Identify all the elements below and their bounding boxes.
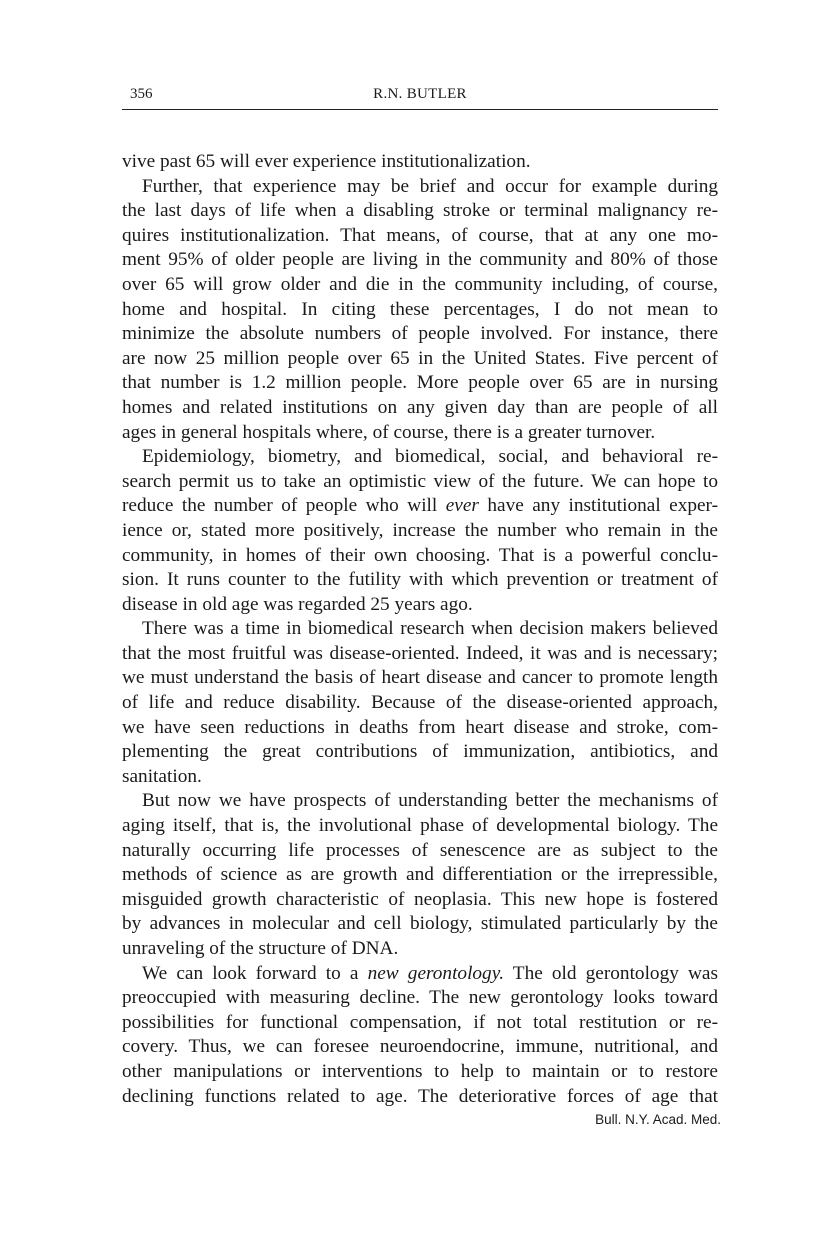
text-span: the last days of life when a disabling stroke or terminal malignancy re-: [122, 200, 718, 222]
paragraph: [122, 789, 718, 961]
text-span: have any institutional exper-: [478, 495, 718, 517]
text-line: [122, 445, 718, 470]
text-line: [122, 470, 718, 495]
text-line: [122, 617, 718, 642]
text-span: are now 25 million people over 65 in the United States. Five percent of: [122, 347, 718, 369]
text-line: [122, 347, 718, 372]
text-span: over 65 will grow older and die in the community including, of course,: [122, 273, 718, 295]
text-span: that the most fruitful was disease-oriented. Indeed, it was and is necessary;: [122, 642, 718, 664]
journal-footer: Bull. N.Y. Acad. Med.: [595, 1112, 721, 1127]
text-line: [122, 519, 718, 544]
page-number: 356: [130, 86, 153, 102]
text-line: [122, 593, 718, 618]
text-span: covery. Thus, we can foresee neuroendocrine, immune, nutritional, and: [122, 1036, 718, 1058]
text-line: [122, 199, 718, 224]
text-span: plementing the great contributions of immunization, antibiotics, and: [122, 741, 718, 763]
text-line: [122, 248, 718, 273]
text-line: [122, 322, 718, 347]
text-span: search permit us to take an optimistic view of the future. We can hope to: [122, 470, 718, 492]
text-span: community, in homes of their own choosing. That is a powerful conclu-: [122, 544, 718, 566]
text-line: [122, 175, 718, 200]
italic-text: ever: [445, 495, 479, 517]
text-span: ages in general hospitals where, of course, there is a greater turnover.: [122, 421, 656, 443]
text-span: home and hospital. In citing these percentages, I do not mean to: [122, 298, 718, 320]
italic-text: new gerontology.: [367, 962, 505, 984]
paragraph: [122, 150, 718, 175]
text-span: We can look forward to a: [142, 962, 368, 984]
text-span: unraveling of the structure of DNA.: [122, 938, 399, 959]
text-line: [122, 1060, 718, 1085]
text-span: The old gerontology was: [504, 962, 718, 984]
text-line: [122, 740, 718, 765]
text-line: [122, 1085, 718, 1110]
text-line: [122, 371, 718, 396]
text-line: [122, 494, 718, 519]
text-line: [122, 273, 718, 298]
text-line: [122, 298, 718, 323]
text-line: [122, 568, 718, 593]
text-span: sion. It runs counter to the futility with which prevention or treatment of: [122, 569, 718, 591]
text-line: [122, 544, 718, 569]
text-span: But now we have prospects of understanding better the mechanisms of: [142, 790, 718, 812]
text-span: other manipulations or interventions to help to maintain or to restore: [122, 1060, 718, 1082]
text-span: naturally occurring life processes of senescence are as subject to the: [122, 839, 718, 861]
running-head-author: R.N. BUTLER: [373, 86, 467, 102]
text-line: [122, 839, 718, 864]
text-line: [122, 224, 718, 249]
text-span: methods of science as are growth and differentiation or the irrepressible,: [122, 864, 718, 886]
text-line: [122, 1035, 718, 1060]
text-line: [122, 986, 718, 1011]
text-span: we must understand the basis of heart disease and cancer to promote length: [122, 667, 718, 689]
text-span: Further, that experience may be brief and occur for example during: [142, 175, 718, 197]
paragraph: [122, 445, 718, 617]
text-line: [122, 814, 718, 839]
body-text: [122, 150, 718, 1109]
text-line: [122, 666, 718, 691]
paragraph: [122, 962, 718, 1110]
text-line: [122, 716, 718, 741]
text-span: reduce the number of people who will: [122, 495, 446, 517]
text-span: preoccupied with measuring decline. The new gerontology looks toward: [122, 987, 718, 1009]
running-header: [122, 84, 718, 108]
text-span: vive past 65 will ever experience institutionalization.: [122, 151, 531, 172]
text-span: misguided growth characteristic of neoplasia. This new hope is fostered: [122, 888, 718, 910]
text-span: sanitation.: [122, 765, 202, 787]
text-span: of life and reduce disability. Because of the disease-oriented approach,: [122, 692, 718, 714]
text-line: [122, 789, 718, 814]
text-line: [122, 912, 718, 937]
text-span: ience or, stated more positively, increase the number who remain in the: [122, 519, 718, 541]
text-span: that number is 1.2 million people. More people over 65 are in nursing: [122, 372, 718, 394]
text-span: minimize the absolute numbers of people involved. For instance, there: [122, 323, 718, 345]
text-line: [122, 888, 718, 913]
text-line: [122, 421, 718, 446]
text-span: by advances in molecular and cell biology, stimulated particularly by the: [122, 913, 718, 935]
text-line: [122, 937, 718, 962]
text-line: [122, 765, 718, 790]
text-span: declining functions related to age. The deteriorative forces of age that: [122, 1085, 718, 1107]
text-line: [122, 962, 718, 987]
text-span: ment 95% of older people are living in the community and 80% of those: [122, 249, 718, 271]
text-span: homes and related institutions on any given day than are people of all: [122, 396, 718, 418]
paragraph: [122, 617, 718, 789]
text-span: aging itself, that is, the involutional phase of developmental biology. The: [122, 815, 718, 837]
text-span: disease in old age was regarded 25 years ago.: [122, 593, 473, 615]
text-span: we have seen reductions in deaths from heart disease and stroke, com-: [122, 716, 718, 738]
text-line: [122, 1011, 718, 1036]
text-line: [122, 642, 718, 667]
text-line: [122, 150, 718, 175]
text-span: There was a time in biomedical research when decision makers believed: [142, 618, 718, 640]
text-span: possibilities for functional compensation, if not total restitution or re-: [122, 1011, 718, 1033]
text-span: quires institutionalization. That means, of course, that at any one mo-: [122, 224, 718, 246]
paragraph: [122, 175, 718, 446]
text-line: [122, 396, 718, 421]
header-rule: [122, 109, 718, 110]
text-span: Epidemiology, biometry, and biomedical, social, and behavioral re-: [142, 446, 718, 468]
text-line: [122, 863, 718, 888]
text-line: [122, 691, 718, 716]
